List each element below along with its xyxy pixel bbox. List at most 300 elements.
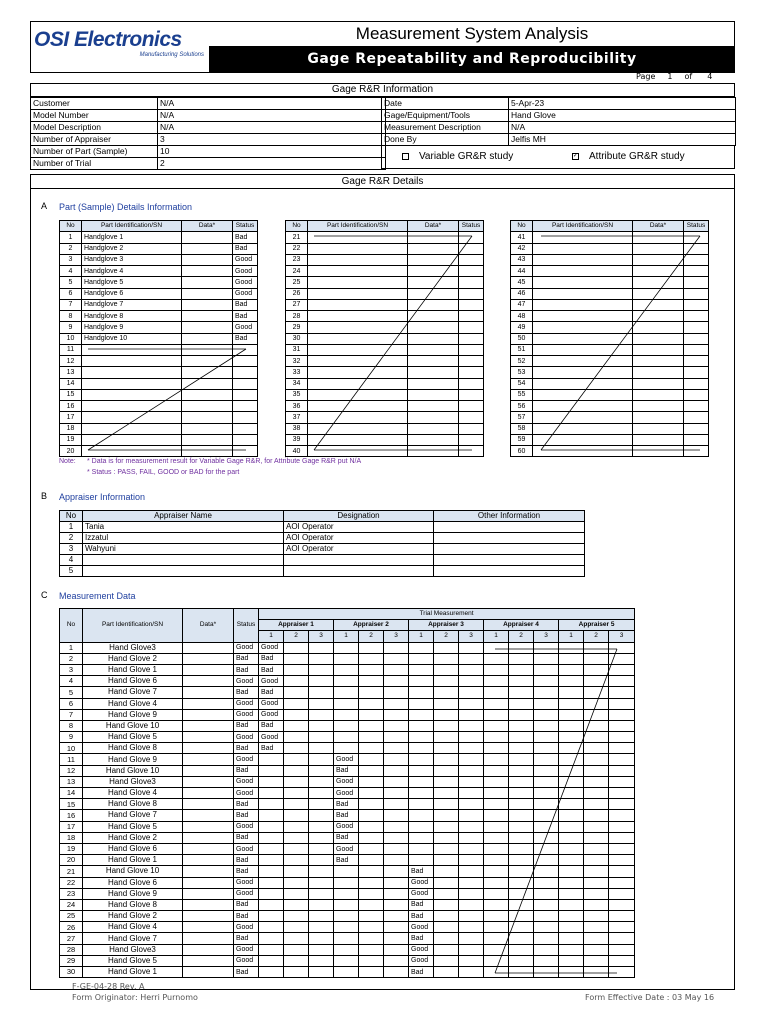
- meas-part: Hand Glove 6: [83, 676, 183, 687]
- meas-cell: [384, 877, 409, 888]
- meas-row: [60, 877, 635, 888]
- meas-part: Hand Glove 7: [83, 810, 183, 821]
- part-row-number: 43: [511, 254, 533, 265]
- meas-cell: [309, 720, 334, 731]
- meas-value: Bad: [334, 799, 359, 810]
- document-subtitle: Gage Repeatability and Reproducibility: [209, 46, 735, 72]
- part-row-number: 1: [60, 232, 82, 243]
- meas-cell: [359, 799, 384, 810]
- part-row-number: 14: [60, 378, 82, 389]
- part-row-number: 49: [511, 322, 533, 333]
- meas-value: Good: [409, 955, 434, 966]
- meas-cell: [284, 754, 309, 765]
- meas-cell: [559, 922, 584, 933]
- meas-value: Bad: [259, 720, 284, 731]
- meas-status: Good: [234, 754, 259, 765]
- meas-cell: [584, 642, 609, 653]
- meas-cell: [534, 664, 559, 675]
- meas-row-number: 22: [60, 877, 83, 888]
- meas-cell: [559, 832, 584, 843]
- meas-cell: [509, 664, 534, 675]
- appraiser-other: [434, 544, 585, 555]
- meas-cell: [434, 944, 459, 955]
- meas-cell: [534, 732, 559, 743]
- meas-row: [60, 743, 635, 754]
- meas-cell: [384, 967, 409, 978]
- meas-cell: [284, 743, 309, 754]
- meas-cell: [534, 944, 559, 955]
- meas-value: Bad: [259, 687, 284, 698]
- meas-cell: [334, 877, 359, 888]
- meas-cell: [434, 664, 459, 675]
- section-b-title: Appraiser Information: [59, 492, 146, 502]
- meas-cell: [334, 709, 359, 720]
- meas-cell: [609, 933, 635, 944]
- part-row-number: 28: [286, 311, 308, 322]
- meas-cell: [359, 911, 384, 922]
- meas-cell: [434, 888, 459, 899]
- attribute-checkbox[interactable]: ✓: [573, 152, 579, 159]
- meas-cell: [284, 967, 309, 978]
- attribute-label: Attribute GR&R study: [589, 151, 685, 162]
- meas-cell: [584, 709, 609, 720]
- page-label: Page: [636, 72, 656, 81]
- appraiser-col-header: Designation: [284, 511, 434, 522]
- meas-cell: [259, 799, 284, 810]
- meas-cell: [609, 709, 635, 720]
- meas-cell: [309, 653, 334, 664]
- document-title: Measurement System Analysis: [355, 24, 589, 43]
- form-effective-date: Form Effective Date : 03 May 16: [585, 993, 715, 1002]
- appraiser-name: Tania: [83, 522, 284, 533]
- meas-status: Good: [234, 877, 259, 888]
- meas-cell: [434, 899, 459, 910]
- meas-status: Good: [234, 955, 259, 966]
- meas-cell: [259, 955, 284, 966]
- meas-part: Hand Glove 1: [83, 967, 183, 978]
- meas-trial-number: 3: [309, 631, 334, 642]
- meas-cell: [384, 754, 409, 765]
- meas-cell: [559, 810, 584, 821]
- part-row-number: 27: [286, 299, 308, 310]
- meas-data: [183, 967, 234, 978]
- part-row-number: 34: [286, 378, 308, 389]
- meas-status: Bad: [234, 933, 259, 944]
- meas-cell: [484, 922, 509, 933]
- meas-trial-number: 3: [459, 631, 484, 642]
- appraiser-name: [83, 566, 284, 577]
- meas-cell: [284, 855, 309, 866]
- part-row-number: 22: [286, 243, 308, 254]
- meas-cell: [609, 788, 635, 799]
- meas-row: [60, 899, 635, 910]
- part-row-number: 32: [286, 356, 308, 367]
- meas-cell: [509, 922, 534, 933]
- meas-cell: [384, 855, 409, 866]
- meas-cell: [434, 866, 459, 877]
- meas-data: [183, 720, 234, 731]
- meas-row: [60, 955, 635, 966]
- note-data: * Data is for measurement result for Variable Gage R&R, for Attribute Gage R&R put N/A: [87, 458, 362, 465]
- meas-data: [183, 866, 234, 877]
- meas-cell: [284, 732, 309, 743]
- part-sn: Handglove 1: [82, 232, 182, 243]
- meas-cell: [509, 855, 534, 866]
- meas-cell: [509, 810, 534, 821]
- info-value: N/A: [158, 98, 386, 110]
- appraiser-row: [60, 544, 585, 555]
- meas-cell: [584, 653, 609, 664]
- meas-cell: [509, 653, 534, 664]
- part-row-number: 4: [60, 266, 82, 277]
- meas-data: [183, 810, 234, 821]
- meas-cell: [484, 855, 509, 866]
- part-col-header: Part Identification/SN: [82, 221, 182, 232]
- appraiser-other: [434, 566, 585, 577]
- meas-data: [183, 933, 234, 944]
- meas-cell: [434, 821, 459, 832]
- part-status: Bad: [233, 311, 258, 322]
- meas-cell: [309, 664, 334, 675]
- meas-cell: [384, 687, 409, 698]
- meas-cell: [534, 754, 559, 765]
- part-row-number: 46: [511, 288, 533, 299]
- meas-cell: [559, 933, 584, 944]
- meas-cell: [409, 832, 434, 843]
- meas-data: [183, 855, 234, 866]
- meas-cell: [509, 732, 534, 743]
- appraiser-col-header: No: [60, 511, 83, 522]
- meas-cell: [509, 698, 534, 709]
- meas-cell: [459, 776, 484, 787]
- meas-cell: [384, 664, 409, 675]
- meas-cell: [609, 743, 635, 754]
- meas-row-number: 12: [60, 765, 83, 776]
- meas-cell: [359, 732, 384, 743]
- meas-trial-number: 1: [484, 631, 509, 642]
- meas-cell: [559, 653, 584, 664]
- meas-cell: [284, 866, 309, 877]
- meas-data: [183, 799, 234, 810]
- meas-cell: [609, 687, 635, 698]
- meas-part: Hand Glove 1: [83, 855, 183, 866]
- part-status: Bad: [233, 232, 258, 243]
- meas-cell: [609, 855, 635, 866]
- info-label: Measurement Description: [382, 122, 509, 134]
- meas-cell: [559, 709, 584, 720]
- meas-cell: [434, 788, 459, 799]
- meas-cell: [409, 698, 434, 709]
- meas-row-number: 4: [60, 676, 83, 687]
- meas-cell: [484, 653, 509, 664]
- meas-cell: [584, 855, 609, 866]
- meas-data: [183, 788, 234, 799]
- meas-cell: [584, 933, 609, 944]
- meas-cell: [459, 911, 484, 922]
- meas-value: Bad: [259, 664, 284, 675]
- meas-cell: [409, 676, 434, 687]
- meas-row: [60, 765, 635, 776]
- meas-cell: [284, 776, 309, 787]
- meas-cell: [284, 911, 309, 922]
- appraiser-designation: AOI Operator: [284, 533, 434, 544]
- meas-row: [60, 799, 635, 810]
- meas-row: [60, 653, 635, 664]
- meas-data: [183, 754, 234, 765]
- info-label: Done By: [382, 134, 509, 146]
- meas-cell: [259, 788, 284, 799]
- meas-cell: [384, 944, 409, 955]
- meas-cell: [359, 877, 384, 888]
- meas-cell: [359, 843, 384, 854]
- meas-cell: [584, 810, 609, 821]
- meas-data: [183, 843, 234, 854]
- meas-data: [183, 911, 234, 922]
- meas-cell: [384, 821, 409, 832]
- part-row-number: 15: [60, 389, 82, 400]
- meas-cell: [384, 955, 409, 966]
- meas-cell: [459, 899, 484, 910]
- part-row-number: 29: [286, 322, 308, 333]
- meas-cell: [359, 967, 384, 978]
- meas-cell: [309, 832, 334, 843]
- meas-trial-number: 2: [509, 631, 534, 642]
- meas-cell: [384, 911, 409, 922]
- meas-cell: [509, 933, 534, 944]
- part-status: Good: [233, 266, 258, 277]
- meas-cell: [359, 955, 384, 966]
- meas-data: [183, 832, 234, 843]
- meas-cell: [409, 709, 434, 720]
- meas-cell: [459, 832, 484, 843]
- appraiser-designation: [284, 566, 434, 577]
- meas-cell: [509, 687, 534, 698]
- meas-cell: [484, 743, 509, 754]
- meas-cell: [459, 933, 484, 944]
- meas-cell: [509, 788, 534, 799]
- meas-cell: [459, 743, 484, 754]
- meas-cell: [559, 664, 584, 675]
- part-row-number: 3: [60, 254, 82, 265]
- meas-value: Good: [334, 776, 359, 787]
- meas-cell: [584, 877, 609, 888]
- meas-value: Bad: [409, 967, 434, 978]
- meas-row: [60, 866, 635, 877]
- meas-cell: [359, 788, 384, 799]
- meas-cell: [434, 687, 459, 698]
- part-row-number: 13: [60, 367, 82, 378]
- meas-cell: [334, 720, 359, 731]
- meas-cell: [534, 866, 559, 877]
- meas-data: [183, 776, 234, 787]
- part-row-number: 54: [511, 378, 533, 389]
- meas-part: Hand Glove 6: [83, 877, 183, 888]
- part-col-header: No: [511, 221, 533, 232]
- meas-part: Hand Glove3: [83, 944, 183, 955]
- meas-value: Bad: [259, 653, 284, 664]
- meas-cell: [359, 855, 384, 866]
- meas-cell: [484, 732, 509, 743]
- meas-status: Bad: [234, 743, 259, 754]
- part-row-number: 18: [60, 423, 82, 434]
- meas-status: Good: [234, 709, 259, 720]
- meas-cell: [384, 888, 409, 899]
- meas-cell: [384, 776, 409, 787]
- meas-cell: [509, 743, 534, 754]
- meas-cell: [259, 810, 284, 821]
- part-row-number: 24: [286, 266, 308, 277]
- part-sn: Handglove 10: [82, 333, 182, 344]
- meas-cell: [259, 944, 284, 955]
- meas-cell: [459, 866, 484, 877]
- part-status: Good: [233, 322, 258, 333]
- meas-trial-number: 3: [609, 631, 635, 642]
- meas-cell: [334, 664, 359, 675]
- meas-row-number: 28: [60, 944, 83, 955]
- meas-value: Bad: [334, 832, 359, 843]
- note-label: Note:: [59, 458, 76, 465]
- meas-cell: [584, 944, 609, 955]
- meas-cell: [459, 754, 484, 765]
- meas-cell: [509, 821, 534, 832]
- meas-cell: [309, 754, 334, 765]
- info-label: Number of Trial: [31, 158, 158, 170]
- meas-cell: [334, 933, 359, 944]
- appraiser-col-header: Appraiser Name: [83, 511, 284, 522]
- meas-cell: [309, 933, 334, 944]
- section-b-letter: B: [41, 491, 48, 501]
- meas-cell: [584, 922, 609, 933]
- meas-cell: [284, 944, 309, 955]
- part-status: Good: [233, 254, 258, 265]
- meas-cell: [309, 743, 334, 754]
- part-row-number: 50: [511, 333, 533, 344]
- meas-row-number: 20: [60, 855, 83, 866]
- meas-part: Hand Glove 9: [83, 754, 183, 765]
- appraiser-number: 4: [60, 555, 83, 566]
- meas-cell: [259, 832, 284, 843]
- meas-cell: [359, 720, 384, 731]
- meas-cell: [359, 888, 384, 899]
- info-label: Customer: [31, 98, 158, 110]
- meas-part: Hand Glove 9: [83, 888, 183, 899]
- meas-cell: [259, 765, 284, 776]
- part-row-number: 6: [60, 288, 82, 299]
- meas-cell: [509, 776, 534, 787]
- part-status: Bad: [233, 243, 258, 254]
- meas-cell: [359, 642, 384, 653]
- meas-status: Good: [234, 821, 259, 832]
- meas-row-number: 1: [60, 642, 83, 653]
- meas-header-row: [60, 609, 635, 620]
- meas-value: Bad: [334, 765, 359, 776]
- meas-status: Good: [234, 888, 259, 899]
- meas-cell: [609, 888, 635, 899]
- info-label: Model Number: [31, 110, 158, 122]
- meas-cell: [284, 709, 309, 720]
- meas-row: [60, 821, 635, 832]
- meas-cell: [384, 743, 409, 754]
- part-col-header: Data*: [408, 221, 459, 232]
- meas-data: [183, 687, 234, 698]
- meas-cell: [534, 788, 559, 799]
- meas-cell: [434, 832, 459, 843]
- variable-label: Variable GR&R study: [419, 151, 514, 162]
- meas-cell: [259, 922, 284, 933]
- meas-data: [183, 642, 234, 653]
- info-value: N/A: [158, 122, 386, 134]
- meas-cell: [359, 687, 384, 698]
- meas-cell: [359, 866, 384, 877]
- meas-cell: [459, 653, 484, 664]
- meas-cell: [459, 888, 484, 899]
- meas-row-number: 24: [60, 899, 83, 910]
- meas-cell: [359, 810, 384, 821]
- meas-trial-number: 3: [384, 631, 409, 642]
- part-col-header: No: [286, 221, 308, 232]
- meas-cell: [409, 776, 434, 787]
- meas-cell: [484, 955, 509, 966]
- section-a-letter: A: [41, 201, 48, 211]
- meas-cell: [584, 799, 609, 810]
- meas-part: Hand Glove 5: [83, 732, 183, 743]
- meas-cell: [459, 709, 484, 720]
- meas-cell: [334, 653, 359, 664]
- meas-status: Bad: [234, 832, 259, 843]
- meas-row: [60, 933, 635, 944]
- meas-row-number: 13: [60, 776, 83, 787]
- meas-cell: [384, 653, 409, 664]
- meas-cell: [559, 754, 584, 765]
- meas-value: Good: [334, 788, 359, 799]
- meas-cell: [334, 922, 359, 933]
- part-status: Good: [233, 277, 258, 288]
- meas-cell: [384, 810, 409, 821]
- form-number: F-GE-04-28 Rev. A: [72, 982, 145, 991]
- meas-value: Good: [409, 888, 434, 899]
- meas-cell: [259, 754, 284, 765]
- meas-cell: [609, 821, 635, 832]
- meas-cell: [334, 899, 359, 910]
- meas-cell: [384, 933, 409, 944]
- meas-cell: [434, 967, 459, 978]
- meas-cell: [434, 911, 459, 922]
- meas-cell: [459, 698, 484, 709]
- part-sn: Handglove 3: [82, 254, 182, 265]
- meas-cell: [559, 732, 584, 743]
- meas-row: [60, 843, 635, 854]
- meas-trial-number: 1: [559, 631, 584, 642]
- appraiser-row: [60, 555, 585, 566]
- meas-value: Bad: [409, 933, 434, 944]
- meas-cell: [559, 843, 584, 854]
- strike-line: [88, 349, 246, 450]
- meas-status: Bad: [234, 765, 259, 776]
- meas-col-data: Data*: [183, 609, 234, 643]
- meas-cell: [459, 877, 484, 888]
- section-a-title: Part (Sample) Details Information: [59, 202, 193, 212]
- meas-row-number: 27: [60, 933, 83, 944]
- meas-cell: [509, 720, 534, 731]
- meas-cell: [359, 676, 384, 687]
- meas-cell: [609, 732, 635, 743]
- meas-cell: [484, 877, 509, 888]
- meas-cell: [534, 653, 559, 664]
- meas-trial-number: 2: [284, 631, 309, 642]
- meas-cell: [459, 732, 484, 743]
- part-row-number: 7: [60, 299, 82, 310]
- part-row-number: 45: [511, 277, 533, 288]
